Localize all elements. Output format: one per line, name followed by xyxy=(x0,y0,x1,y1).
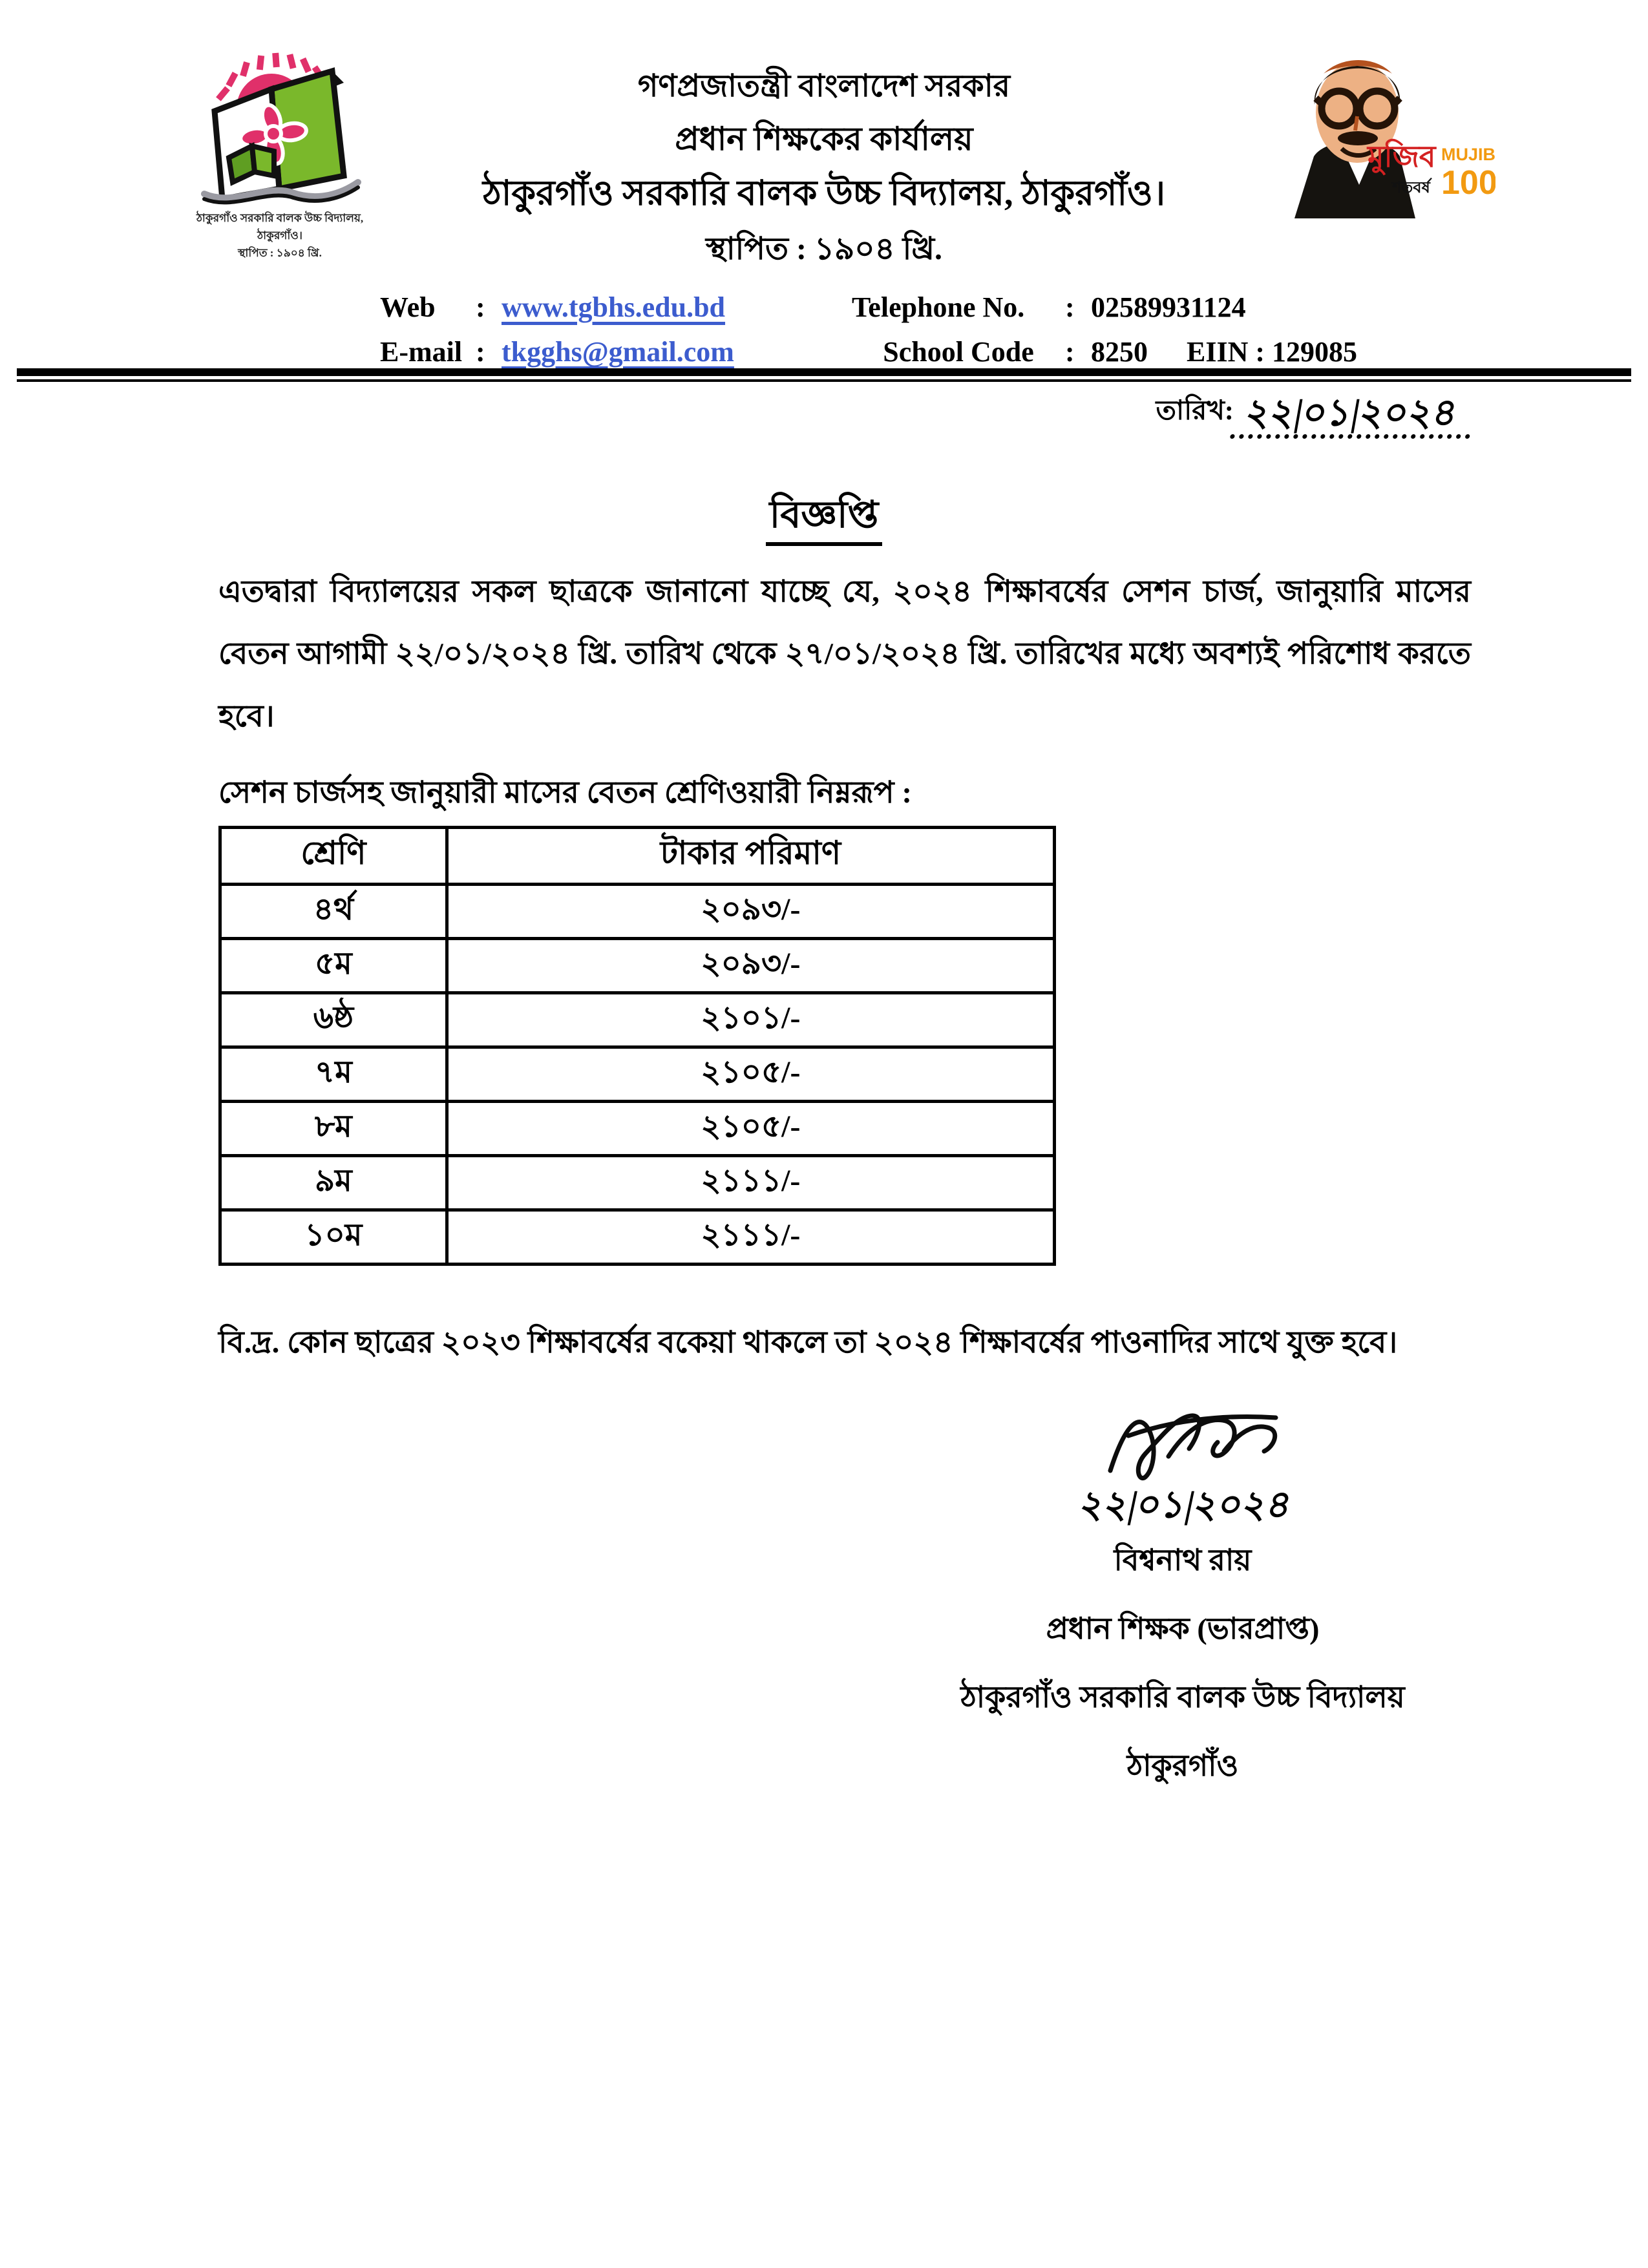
amount-cell: ২১০১/- xyxy=(447,993,1054,1047)
table-row xyxy=(220,885,1055,939)
mujib-100-number: 100 xyxy=(1441,164,1495,202)
table-row xyxy=(220,939,1055,993)
school-code-value: 8250 xyxy=(1091,336,1148,368)
phone-label: Telephone No. xyxy=(852,291,1025,323)
signatory-name: বিশ্বনাথ রায় xyxy=(1114,1544,1252,1577)
office-title: প্রধান শিক্ষকের কার্যালয় xyxy=(675,121,973,157)
amount-cell: ২০৯৩/- xyxy=(447,939,1054,993)
amount-column-header: টাকার পরিমাণ xyxy=(447,828,1054,885)
school-logo-caption-line2: স্থাপিত : ১৯০৪ খ্রি. xyxy=(238,247,322,260)
date-line xyxy=(1156,389,1474,439)
established-year: স্থাপিত : ১৯০৪ খ্রি. xyxy=(705,232,943,266)
signatory-place: ঠাকুরগাঁও xyxy=(1126,1749,1239,1782)
fee-table-intro: সেশন চার্জসহ জানুয়ারী মাসের বেতন শ্রেণিওয়ারী নিম্নরূপ : xyxy=(218,776,912,810)
class-column-header: শ্রেণি xyxy=(220,828,447,885)
government-title: গণপ্রজাতন্ত্রী বাংলাদেশ সরকার xyxy=(637,69,1011,103)
school-code-label: School Code xyxy=(883,336,1034,368)
web-label: Web xyxy=(380,291,436,323)
signatory-designation: প্রধান শিক্ষক (ভারপ্রাপ্ত) xyxy=(1046,1612,1320,1645)
signature-block xyxy=(897,1394,1468,1792)
table-row xyxy=(220,993,1055,1047)
amount-cell: ২০৯৩/- xyxy=(447,885,1054,939)
class-cell: ৬ষ্ঠ xyxy=(220,993,447,1047)
eiin-value: 129085 xyxy=(1272,336,1358,368)
date-label: তারিখ: xyxy=(1156,396,1234,426)
amount-cell: ২১১১/- xyxy=(447,1210,1054,1265)
class-cell: ১০ম xyxy=(220,1210,447,1265)
school-code-colon: : xyxy=(1065,336,1075,368)
class-cell: ৮ম xyxy=(220,1102,447,1156)
eiin-label: EIIN : xyxy=(1187,336,1265,368)
amount-cell: ২১১১/- xyxy=(447,1156,1054,1210)
table-row xyxy=(220,1156,1055,1210)
class-cell: ৯ম xyxy=(220,1156,447,1210)
mujib-portrait-icon xyxy=(1259,40,1495,218)
page-title: বিজ্ঞপ্তি xyxy=(766,494,883,546)
school-name: ঠাকুরগাঁও সরকারি বালক উচ্চ বিদ্যালয়, ঠাকুরগাঁও। xyxy=(482,174,1166,213)
web-colon: : xyxy=(476,291,485,323)
handwritten-date: ২২|০১|২০২৪ xyxy=(1230,394,1477,439)
mujib-bengali-wordmark: মুজিব xyxy=(1368,140,1436,173)
table-row xyxy=(220,1102,1055,1156)
notice-footnote: বি.দ্র. কোন ছাত্রের ২০২৩ শিক্ষাবর্ষের বকেয়া থাকলে তা ২০২৪ শিক্ষাবর্ষের পাওনাদির সাথে যুক্ত হবে। xyxy=(218,1326,1398,1360)
class-cell: ৫ম xyxy=(220,939,447,993)
phone-colon: : xyxy=(1065,291,1075,323)
letterhead xyxy=(362,71,1286,265)
signature-icon xyxy=(1091,1394,1298,1498)
table-row xyxy=(220,1210,1055,1265)
class-cell: ৪র্থ xyxy=(220,885,447,939)
school-logo-icon xyxy=(195,49,364,209)
website-link[interactable]: www.tgbhs.edu.bd xyxy=(502,291,726,323)
amount-cell: ২১০৫/- xyxy=(447,1047,1054,1102)
mujib-100-logo xyxy=(1259,40,1495,218)
mujib-english-wordmark: MUJIB xyxy=(1441,145,1495,164)
school-logo xyxy=(180,49,380,262)
phone-value: 02589931124 xyxy=(1091,291,1246,323)
notice-body: এতদ্বারা বিদ্যালয়ের সকল ছাত্রকে জানানো যাচ্ছে যে, ২০২৪ শিক্ষাবর্ষের সেশন চার্জ, জানুয়ারি মাসের বেতন আগামী ২২/০১/২০২৪ খ্রি. তারিখ থেকে ২৭/০১/২০২৪ খ্রি. তারিখের মধ্যে অবশ্যই পরিশোধ করতে হবে। xyxy=(218,575,1471,733)
class-cell: ৭ম xyxy=(220,1047,447,1102)
email-colon: : xyxy=(476,336,485,368)
fee-table xyxy=(218,826,1056,1266)
email-label: E-mail xyxy=(380,336,463,368)
amount-cell: ২১০৫/- xyxy=(447,1102,1054,1156)
signature-date: ২২|০১|২০২৪ xyxy=(1075,1484,1296,1526)
signatory-organization: ঠাকুরগাঁও সরকারি বালক উচ্চ বিদ্যালয় xyxy=(960,1681,1405,1714)
table-row xyxy=(220,1047,1055,1102)
header-divider xyxy=(17,368,1631,382)
school-logo-caption-line1: ঠাকুরগাঁও সরকারি বালক উচ্চ বিদ্যালয়, ঠাকুরগাঁও। xyxy=(196,212,364,242)
email-link[interactable]: tkgghs@gmail.com xyxy=(502,336,734,368)
mujib-bengali-subtext: শতবর্ষ xyxy=(1392,180,1430,196)
fee-table-header-row xyxy=(220,828,1055,885)
notice-title-row xyxy=(0,486,1648,549)
